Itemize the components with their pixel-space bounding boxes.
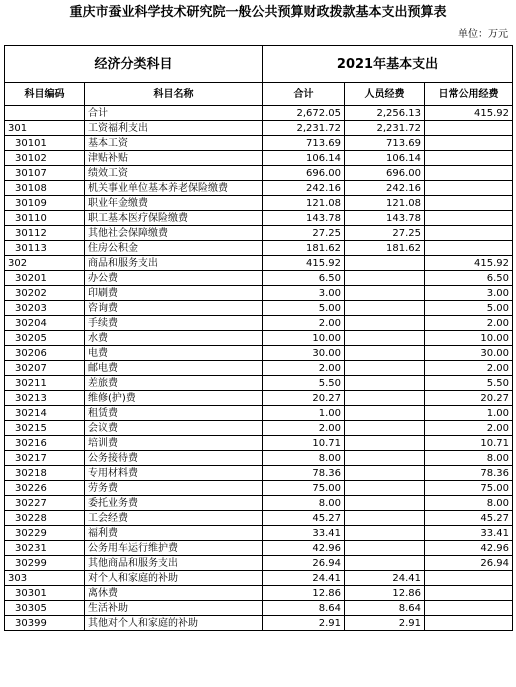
cell-public: 30.00 xyxy=(425,346,513,361)
cell-personnel xyxy=(345,496,425,511)
cell-personnel xyxy=(345,436,425,451)
cell-public: 8.00 xyxy=(425,451,513,466)
cell-name: 租赁费 xyxy=(85,406,263,421)
cell-public xyxy=(425,151,513,166)
table-row xyxy=(5,436,513,451)
cell-total: 713.69 xyxy=(263,136,345,151)
cell-total: 2.91 xyxy=(263,616,345,631)
cell-name: 住房公积金 xyxy=(85,241,263,256)
cell-public xyxy=(425,586,513,601)
cell-name: 手续费 xyxy=(85,316,263,331)
cell-name: 邮电费 xyxy=(85,361,263,376)
table-row xyxy=(5,586,513,601)
cell-public xyxy=(425,241,513,256)
cell-name: 合计 xyxy=(85,106,263,121)
cell-personnel xyxy=(345,511,425,526)
table-row xyxy=(5,406,513,421)
cell-public: 8.00 xyxy=(425,496,513,511)
cell-personnel: 12.86 xyxy=(345,586,425,601)
cell-public: 6.50 xyxy=(425,271,513,286)
cell-code: 30228 xyxy=(5,511,85,526)
table-row xyxy=(5,511,513,526)
cell-personnel xyxy=(345,526,425,541)
cell-name: 电费 xyxy=(85,346,263,361)
cell-total: 8.64 xyxy=(263,601,345,616)
table-row xyxy=(5,376,513,391)
cell-total: 42.96 xyxy=(263,541,345,556)
cell-public: 5.00 xyxy=(425,301,513,316)
cell-name: 其他社会保障缴费 xyxy=(85,226,263,241)
cell-name: 对个人和家庭的补助 xyxy=(85,571,263,586)
cell-personnel: 696.00 xyxy=(345,166,425,181)
table-row xyxy=(5,601,513,616)
cell-total: 1.00 xyxy=(263,406,345,421)
cell-name: 培训费 xyxy=(85,436,263,451)
cell-total: 696.00 xyxy=(263,166,345,181)
table-row xyxy=(5,316,513,331)
cell-public xyxy=(425,166,513,181)
cell-code: 30102 xyxy=(5,151,85,166)
cell-total: 8.00 xyxy=(263,496,345,511)
cell-public: 42.96 xyxy=(425,541,513,556)
cell-public: 2.00 xyxy=(425,316,513,331)
cell-total: 75.00 xyxy=(263,481,345,496)
cell-personnel xyxy=(345,556,425,571)
table-row xyxy=(5,151,513,166)
table-row xyxy=(5,556,513,571)
cell-public xyxy=(425,601,513,616)
cell-code: 30215 xyxy=(5,421,85,436)
cell-total: 2.00 xyxy=(263,361,345,376)
table-row xyxy=(5,571,513,586)
table-row xyxy=(5,421,513,436)
cell-code: 302 xyxy=(5,256,85,271)
cell-public: 2.00 xyxy=(425,361,513,376)
cell-code: 30217 xyxy=(5,451,85,466)
cell-personnel xyxy=(345,376,425,391)
cell-personnel: 143.78 xyxy=(345,211,425,226)
cell-total: 2.00 xyxy=(263,421,345,436)
cell-code: 30301 xyxy=(5,586,85,601)
cell-name: 差旅费 xyxy=(85,376,263,391)
cell-personnel: 2,231.72 xyxy=(345,121,425,136)
table-row xyxy=(5,241,513,256)
cell-personnel xyxy=(345,466,425,481)
cell-code: 30107 xyxy=(5,166,85,181)
cell-code: 30202 xyxy=(5,286,85,301)
cell-name: 专用材料费 xyxy=(85,466,263,481)
cell-total: 143.78 xyxy=(263,211,345,226)
cell-name: 会议费 xyxy=(85,421,263,436)
cell-personnel xyxy=(345,271,425,286)
cell-public: 33.41 xyxy=(425,526,513,541)
table-row xyxy=(5,361,513,376)
cell-public: 1.00 xyxy=(425,406,513,421)
table-row xyxy=(5,496,513,511)
cell-public: 415.92 xyxy=(425,256,513,271)
cell-total: 8.00 xyxy=(263,451,345,466)
cell-total: 415.92 xyxy=(263,256,345,271)
cell-personnel xyxy=(345,346,425,361)
cell-code: 30113 xyxy=(5,241,85,256)
table-row xyxy=(5,136,513,151)
cell-total: 12.86 xyxy=(263,586,345,601)
table-row xyxy=(5,271,513,286)
cell-name: 其他商品和服务支出 xyxy=(85,556,263,571)
table-row xyxy=(5,226,513,241)
cell-code: 30227 xyxy=(5,496,85,511)
cell-personnel xyxy=(345,301,425,316)
cell-total: 20.27 xyxy=(263,391,345,406)
table-row xyxy=(5,256,513,271)
table-row xyxy=(5,181,513,196)
cell-personnel: 2,256.13 xyxy=(345,106,425,121)
cell-name: 公务接待费 xyxy=(85,451,263,466)
table-row xyxy=(5,196,513,211)
table-row xyxy=(5,541,513,556)
cell-personnel xyxy=(345,406,425,421)
cell-name: 劳务费 xyxy=(85,481,263,496)
cell-name: 职工基本医疗保险缴费 xyxy=(85,211,263,226)
cell-total: 242.16 xyxy=(263,181,345,196)
col-header-code: 科目编码 xyxy=(5,83,85,106)
budget-table xyxy=(4,45,513,631)
cell-code xyxy=(5,106,85,121)
cell-personnel xyxy=(345,331,425,346)
cell-name: 津贴补贴 xyxy=(85,151,263,166)
cell-personnel xyxy=(345,361,425,376)
cell-public: 20.27 xyxy=(425,391,513,406)
table-row xyxy=(5,346,513,361)
cell-total: 2,672.05 xyxy=(263,106,345,121)
table-row xyxy=(5,391,513,406)
cell-public xyxy=(425,571,513,586)
cell-personnel: 713.69 xyxy=(345,136,425,151)
cell-total: 106.14 xyxy=(263,151,345,166)
cell-public xyxy=(425,121,513,136)
cell-code: 303 xyxy=(5,571,85,586)
cell-code: 30226 xyxy=(5,481,85,496)
cell-name: 印刷费 xyxy=(85,286,263,301)
cell-code: 30211 xyxy=(5,376,85,391)
col-header-personnel: 人员经费 xyxy=(345,83,425,106)
cell-name: 其他对个人和家庭的补助 xyxy=(85,616,263,631)
table-body xyxy=(5,106,513,631)
cell-personnel xyxy=(345,256,425,271)
cell-total: 30.00 xyxy=(263,346,345,361)
cell-personnel: 27.25 xyxy=(345,226,425,241)
cell-public xyxy=(425,211,513,226)
table-row xyxy=(5,466,513,481)
cell-total: 78.36 xyxy=(263,466,345,481)
cell-code: 30101 xyxy=(5,136,85,151)
cell-code: 30203 xyxy=(5,301,85,316)
cell-code: 30109 xyxy=(5,196,85,211)
cell-total: 10.00 xyxy=(263,331,345,346)
cell-personnel: 24.41 xyxy=(345,571,425,586)
cell-name: 基本工资 xyxy=(85,136,263,151)
cell-code: 30110 xyxy=(5,211,85,226)
cell-personnel xyxy=(345,481,425,496)
cell-code: 301 xyxy=(5,121,85,136)
cell-name: 绩效工资 xyxy=(85,166,263,181)
table-row xyxy=(5,301,513,316)
cell-total: 26.94 xyxy=(263,556,345,571)
cell-public: 3.00 xyxy=(425,286,513,301)
cell-code: 30231 xyxy=(5,541,85,556)
cell-total: 121.08 xyxy=(263,196,345,211)
cell-code: 30229 xyxy=(5,526,85,541)
cell-total: 5.00 xyxy=(263,301,345,316)
cell-total: 10.71 xyxy=(263,436,345,451)
cell-name: 办公费 xyxy=(85,271,263,286)
table-row xyxy=(5,286,513,301)
cell-personnel xyxy=(345,421,425,436)
cell-code: 30108 xyxy=(5,181,85,196)
header-basic-expenditure: 2021年基本支出 xyxy=(263,46,513,83)
cell-name: 生活补助 xyxy=(85,601,263,616)
cell-public: 10.71 xyxy=(425,436,513,451)
table-row xyxy=(5,616,513,631)
cell-public xyxy=(425,226,513,241)
cell-total: 6.50 xyxy=(263,271,345,286)
cell-personnel xyxy=(345,286,425,301)
cell-public xyxy=(425,616,513,631)
table-row xyxy=(5,526,513,541)
table-row xyxy=(5,331,513,346)
cell-personnel: 242.16 xyxy=(345,181,425,196)
cell-total: 2,231.72 xyxy=(263,121,345,136)
cell-total: 45.27 xyxy=(263,511,345,526)
table-row xyxy=(5,106,513,121)
cell-total: 27.25 xyxy=(263,226,345,241)
cell-code: 30205 xyxy=(5,331,85,346)
cell-total: 3.00 xyxy=(263,286,345,301)
cell-name: 离休费 xyxy=(85,586,263,601)
cell-public xyxy=(425,196,513,211)
page-title: 重庆市蚕业科学技术研究院一般公共预算财政拨款基本支出预算表 xyxy=(69,5,447,20)
col-header-name: 科目名称 xyxy=(85,83,263,106)
cell-code: 30399 xyxy=(5,616,85,631)
table-row xyxy=(5,121,513,136)
cell-public xyxy=(425,136,513,151)
cell-name: 维修(护)费 xyxy=(85,391,263,406)
cell-code: 30305 xyxy=(5,601,85,616)
table-row xyxy=(5,481,513,496)
cell-public: 26.94 xyxy=(425,556,513,571)
cell-code: 30214 xyxy=(5,406,85,421)
cell-code: 30216 xyxy=(5,436,85,451)
cell-code: 30201 xyxy=(5,271,85,286)
cell-total: 24.41 xyxy=(263,571,345,586)
unit-label: 单位：万元 xyxy=(458,29,508,40)
col-header-public: 日常公用经费 xyxy=(425,83,513,106)
cell-public: 2.00 xyxy=(425,421,513,436)
cell-personnel xyxy=(345,316,425,331)
cell-total: 33.41 xyxy=(263,526,345,541)
cell-name: 工会经费 xyxy=(85,511,263,526)
cell-name: 工资福利支出 xyxy=(85,121,263,136)
cell-code: 30207 xyxy=(5,361,85,376)
col-header-total: 合计 xyxy=(263,83,345,106)
cell-public: 5.50 xyxy=(425,376,513,391)
cell-name: 咨询费 xyxy=(85,301,263,316)
cell-name: 福利费 xyxy=(85,526,263,541)
cell-public: 75.00 xyxy=(425,481,513,496)
cell-personnel: 106.14 xyxy=(345,151,425,166)
cell-code: 30112 xyxy=(5,226,85,241)
table-row xyxy=(5,211,513,226)
header-economic-classification: 经济分类科目 xyxy=(5,46,263,83)
cell-name: 水费 xyxy=(85,331,263,346)
cell-personnel: 121.08 xyxy=(345,196,425,211)
table-row xyxy=(5,166,513,181)
cell-public: 10.00 xyxy=(425,331,513,346)
cell-code: 30213 xyxy=(5,391,85,406)
cell-code: 30218 xyxy=(5,466,85,481)
cell-personnel xyxy=(345,391,425,406)
table-row xyxy=(5,451,513,466)
cell-personnel: 8.64 xyxy=(345,601,425,616)
cell-code: 30299 xyxy=(5,556,85,571)
cell-personnel: 181.62 xyxy=(345,241,425,256)
cell-name: 商品和服务支出 xyxy=(85,256,263,271)
cell-total: 2.00 xyxy=(263,316,345,331)
cell-name: 职业年金缴费 xyxy=(85,196,263,211)
cell-code: 30206 xyxy=(5,346,85,361)
cell-public xyxy=(425,181,513,196)
cell-total: 5.50 xyxy=(263,376,345,391)
cell-code: 30204 xyxy=(5,316,85,331)
cell-personnel xyxy=(345,541,425,556)
cell-name: 公务用车运行维护费 xyxy=(85,541,263,556)
cell-total: 181.62 xyxy=(263,241,345,256)
cell-public: 45.27 xyxy=(425,511,513,526)
cell-personnel: 2.91 xyxy=(345,616,425,631)
cell-name: 机关事业单位基本养老保险缴费 xyxy=(85,181,263,196)
cell-public: 78.36 xyxy=(425,466,513,481)
cell-personnel xyxy=(345,451,425,466)
cell-public: 415.92 xyxy=(425,106,513,121)
cell-name: 委托业务费 xyxy=(85,496,263,511)
